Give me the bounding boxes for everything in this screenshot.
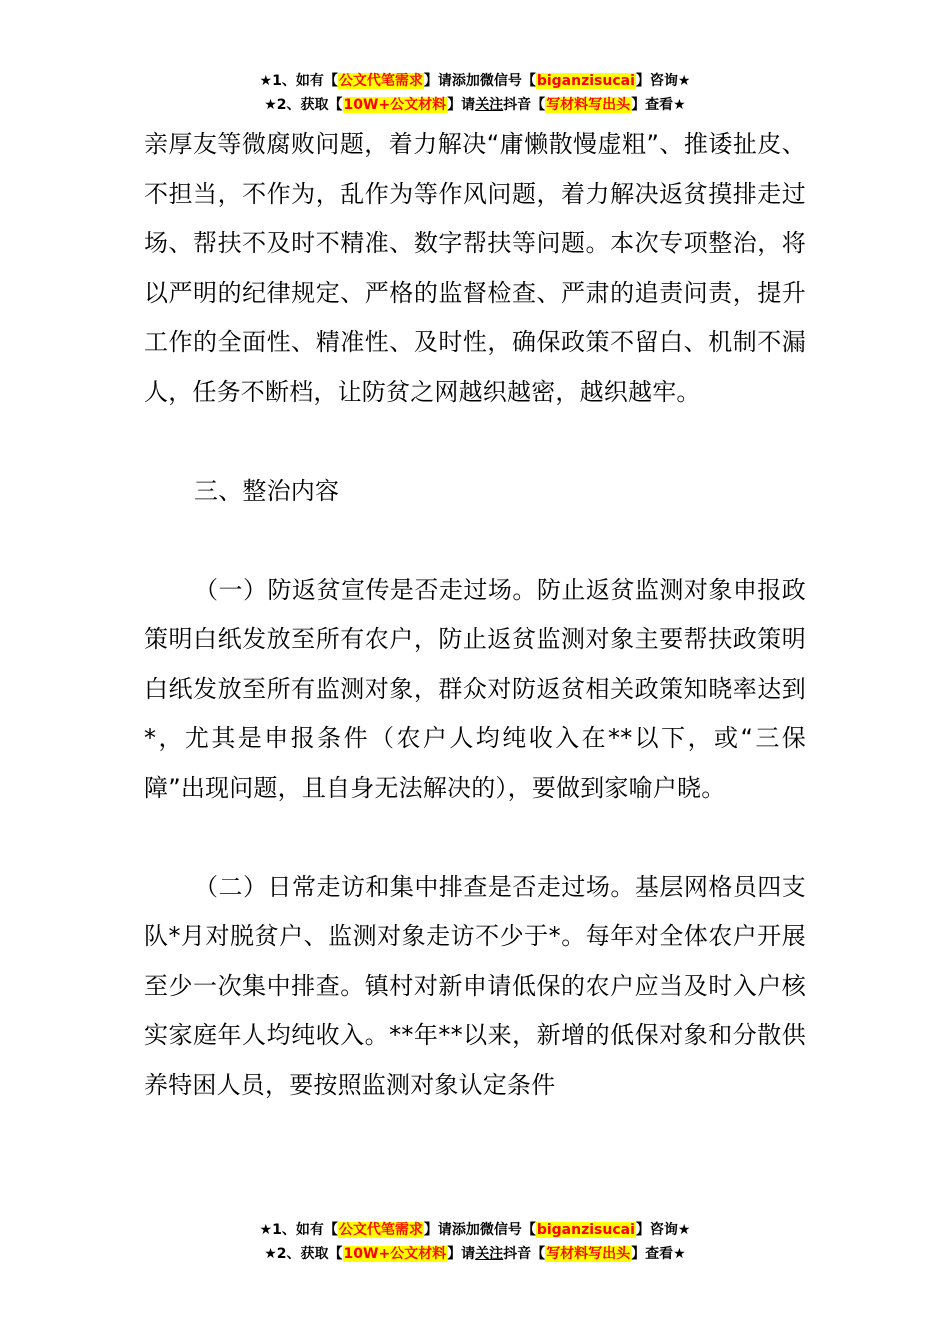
banner-text: ★1、如有【	[259, 1222, 338, 1238]
footer-banner	[0, 1218, 950, 1266]
banner-text: 】请	[447, 97, 476, 113]
banner-text: ★1、如有【	[259, 73, 338, 89]
banner-text: 】咨询★	[635, 1222, 691, 1238]
banner-highlight: 写材料写出头	[546, 1246, 631, 1262]
banner-line-2	[0, 1242, 950, 1266]
banner-line-1	[0, 1218, 950, 1242]
banner-highlight: 公文代笔需求	[338, 1222, 423, 1238]
banner-text: 】请添加微信号【	[423, 73, 536, 89]
banner-highlight: biganzisucai	[536, 1222, 635, 1238]
paragraph-continued: 亲厚友等微腐败问题，着力解决“庸懒散慢虚粗”、推诿扯皮、不担当，不作为，乱作为等作风问题，着力解决返贫摸排走过场、帮扶不及时不精准、数字帮扶等问题。本次专项整治，将以严明的纪律规定、严格的监督检查、严肃的追责问责，提升工作的全面性、精准性、及时性，确保政策不留白、机制不漏人，任务不断档，让防贫之网越织越密，越织越牢。	[144, 130, 806, 406]
banner-underlined: 关注	[475, 1246, 504, 1262]
banner-text: 】查看★	[631, 1246, 686, 1262]
banner-text: 】请添加微信号【	[423, 1222, 536, 1238]
paragraph-item-1: （一）防返贫宣传是否走过场。防止返贫监测对象申报政策明白纸发放至所有农户，防止返贫监测对象主要帮扶政策明白纸发放至所有监测对象，群众对防返贫相关政策知晓率达到*，尤其是申报条件（农户人均纯收入在**以下，或“三保障”出现问题，且自身无法解决的），要做到家喻户晓。	[144, 575, 806, 802]
banner-text: 】请	[447, 1246, 476, 1262]
banner-text: ★2、获取【	[264, 1246, 343, 1262]
banner-line-1	[0, 69, 950, 93]
header-banner	[0, 69, 950, 117]
banner-line-2	[0, 93, 950, 117]
banner-text: 抖音【	[503, 97, 546, 113]
banner-highlight: 写材料写出头	[546, 97, 631, 113]
document-body	[144, 120, 806, 1110]
section-heading: 三、整治内容	[194, 476, 340, 505]
banner-text: ★2、获取【	[264, 97, 343, 113]
banner-highlight: 10W+公文材料	[343, 97, 447, 113]
banner-text: 】咨询★	[635, 73, 691, 89]
banner-text: 】查看★	[631, 97, 686, 113]
banner-text: 抖音【	[503, 1246, 546, 1262]
banner-highlight: biganzisucai	[536, 73, 635, 89]
banner-underlined: 关注	[475, 97, 504, 113]
banner-highlight: 公文代笔需求	[338, 73, 423, 89]
banner-highlight: 10W+公文材料	[343, 1246, 447, 1262]
paragraph-item-2: （二）日常走访和集中排查是否走过场。基层网格员四支队*月对脱贫户、监测对象走访不少于*。每年对全体农户开展至少一次集中排查。镇村对新申请低保的农户应当及时入户核实家庭年人均纯收入。**年**以来，新增的低保对象和分散供养特困人员，要按照监测对象认定条件	[144, 872, 806, 1099]
